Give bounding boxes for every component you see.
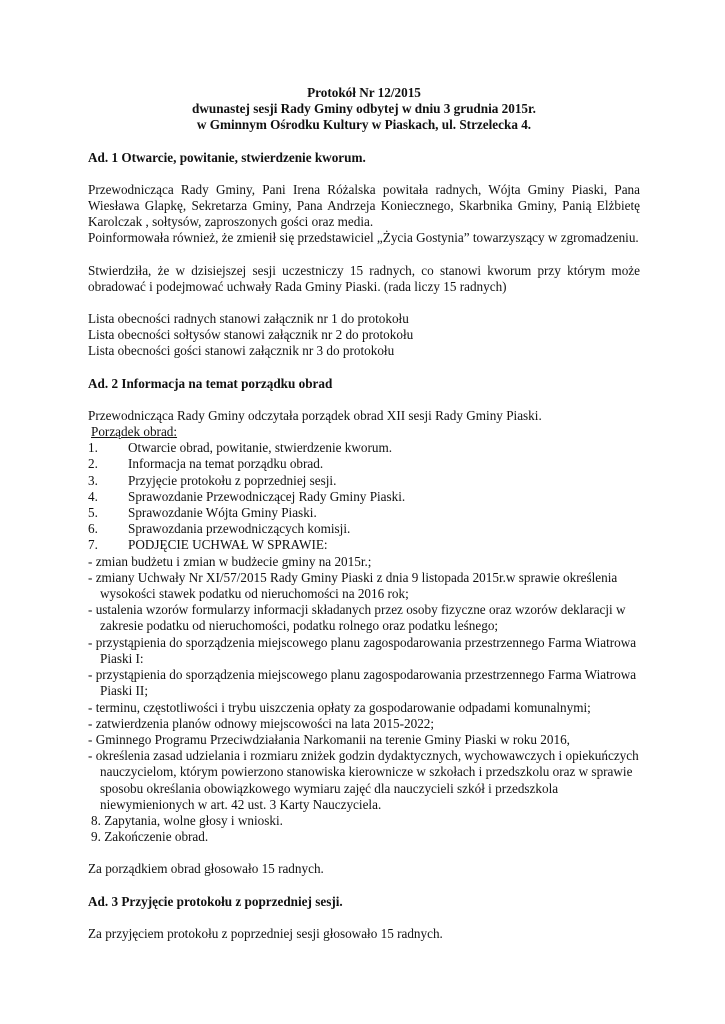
agenda-item-number: 7. bbox=[88, 537, 98, 553]
ad1-paragraph-3: Stwierdziła, że w dzisiejszej sesji uczestniczy 15 radnych, co stanowi kworum przy którym może obradować i podejmować uchwały Rada Gminy Piaski. (rada liczy 15 radnych) bbox=[88, 262, 640, 294]
agenda-item-text: Otwarcie obrad, powitanie, stwierdzenie kworum. bbox=[128, 440, 393, 456]
location-line: w Gminnym Ośrodku Kultury w Piaskach, ul. Strzelecka 4. bbox=[196, 117, 532, 133]
resolution-item: - zatwierdzenia planów odnowy miejscowości na lata 2015-2022; bbox=[88, 715, 435, 731]
document-page bbox=[88, 85, 640, 942]
attendance-list-1: Lista obecności radnych stanowi załącznik nr 1 do protokołu bbox=[88, 311, 409, 327]
attendance-list-3: Lista obecności gości stanowi załącznik nr 3 do protokołu bbox=[88, 343, 395, 359]
agenda-item-text: Przyjęcie protokołu z poprzedniej sesji. bbox=[128, 472, 337, 488]
document-header bbox=[88, 85, 640, 134]
ad1-heading: Ad. 1 Otwarcie, powitanie, stwierdzenie kworum. bbox=[88, 149, 366, 165]
resolution-list bbox=[88, 554, 640, 813]
resolution-item: - zmian budżetu i zmian w budżecie gminy na 2015r.; bbox=[88, 553, 372, 569]
agenda-item-9: 9. Zakończenie obrad. bbox=[91, 829, 209, 845]
agenda-label: Porządek obrad: bbox=[91, 424, 178, 440]
agenda-item-text: PODJĘCIE UCHWAŁ W SPRAWIE: bbox=[128, 537, 328, 553]
agenda-item-8: 8. Zapytania, wolne głosy i wnioski. bbox=[91, 812, 283, 828]
agenda-item bbox=[88, 440, 640, 456]
agenda-item-number: 6. bbox=[88, 521, 98, 537]
ad1-paragraph-2: Poinformowała również, że zmienił się przedstawiciel „Życia Gostynia” towarzyszący w zgromadzeniu. bbox=[88, 230, 639, 246]
agenda-item bbox=[88, 505, 640, 521]
agenda-item bbox=[88, 521, 640, 537]
agenda-item bbox=[88, 537, 640, 553]
session-line: dwunastej sesji Rady Gminy odbytej w dniu 3 grudnia 2015r. bbox=[192, 101, 536, 117]
agenda-item-text: Sprawozdanie Wójta Gminy Piaski. bbox=[128, 505, 317, 521]
agenda-item-number: 5. bbox=[88, 505, 98, 521]
resolution-item: - zmiany Uchwały Nr XI/57/2015 Rady Gminy Piaski z dnia 9 listopada 2015r.w sprawie określenia wysokości stawek podatku od nieruchomości na 2016 rok; bbox=[88, 569, 618, 602]
agenda-item-text: Sprawozdanie Przewodniczącej Rady Gminy Piaski. bbox=[128, 488, 406, 504]
resolution-item: - przystąpienia do sporządzenia miejscowego planu zagospodarowania przestrzennego Farma Wiatrowa Piaski I: bbox=[88, 634, 637, 666]
ad1-paragraph-1: Przewodnicząca Rady Gminy, Pani Irena Różalska powitała radnych, Wójta Gminy Piaski, Pana Wiesława Glapkę, Sekretarza Gminy, Pana Andrzeja Koniecznego, Skarbnika Gminy, Panią Elżbietę Karolczak , sołtysów, zaproszonych gości oraz media. bbox=[88, 181, 640, 230]
resolution-item: - terminu, częstotliwości i trybu uiszczenia opłaty za gospodarowanie odpadami komunalnymi; bbox=[88, 699, 591, 715]
agenda-item-number: 3. bbox=[88, 472, 98, 488]
resolution-item: - Gminnego Programu Przeciwdziałania Narkomanii na terenie Gminy Piaski w roku 2016, bbox=[88, 731, 570, 747]
attendance-list-2: Lista obecności sołtysów stanowi załącznik nr 2 do protokołu bbox=[88, 327, 414, 343]
agenda-item bbox=[88, 489, 640, 505]
agenda-item-number: 2. bbox=[88, 456, 98, 472]
agenda-item bbox=[88, 473, 640, 489]
resolution-item: - ustalenia wzorów formularzy informacji składanych przez osoby fizyczne oraz wzorów deklaracji w zakresie podatku od nieruchomości, podatku rolnego oraz podatku leśnego; bbox=[88, 602, 626, 634]
ad2-heading: Ad. 2 Informacja na temat porządku obrad bbox=[88, 375, 333, 391]
ad2-intro: Przewodnicząca Rady Gminy odczytała porządek obrad XII sesji Rady Gminy Piaski. bbox=[88, 407, 542, 423]
agenda-item-text: Informacja na temat porządku obrad. bbox=[128, 456, 324, 472]
ad2-vote: Za porządkiem obrad głosowało 15 radnych. bbox=[88, 861, 324, 877]
ad3-heading: Ad. 3 Przyjęcie protokołu z poprzedniej sesji. bbox=[88, 893, 343, 909]
protocol-title: Protokół Nr 12/2015 bbox=[307, 85, 421, 100]
agenda-item-text: Sprawozdania przewodniczących komisji. bbox=[128, 521, 351, 537]
resolution-item: - przystąpienia do sporządzenia miejscowego planu zagospodarowania przestrzennego Farma Wiatrowa Piaski II; bbox=[88, 667, 637, 699]
agenda-item-number: 4. bbox=[88, 488, 98, 504]
agenda-item-number: 1. bbox=[88, 440, 98, 456]
agenda-item bbox=[88, 456, 640, 472]
agenda-list bbox=[88, 440, 640, 553]
ad3-vote: Za przyjęciem protokołu z poprzedniej sesji głosowało 15 radnych. bbox=[88, 925, 443, 941]
resolution-item: - określenia zasad udzielania i rozmiaru zniżek godzin dydaktycznych, wychowawczych i opiekuńczych nauczycielom, którym powierzono stanowiska kierownicze w szkołach i przedszkolu oraz w sprawie sposobu określania obowiązkowego wymiaru zajęć dla nauczycieli szkół i przedszkola niewymienionych w art. 42 ust. 3 Karty Nauczyciela. bbox=[88, 748, 639, 812]
